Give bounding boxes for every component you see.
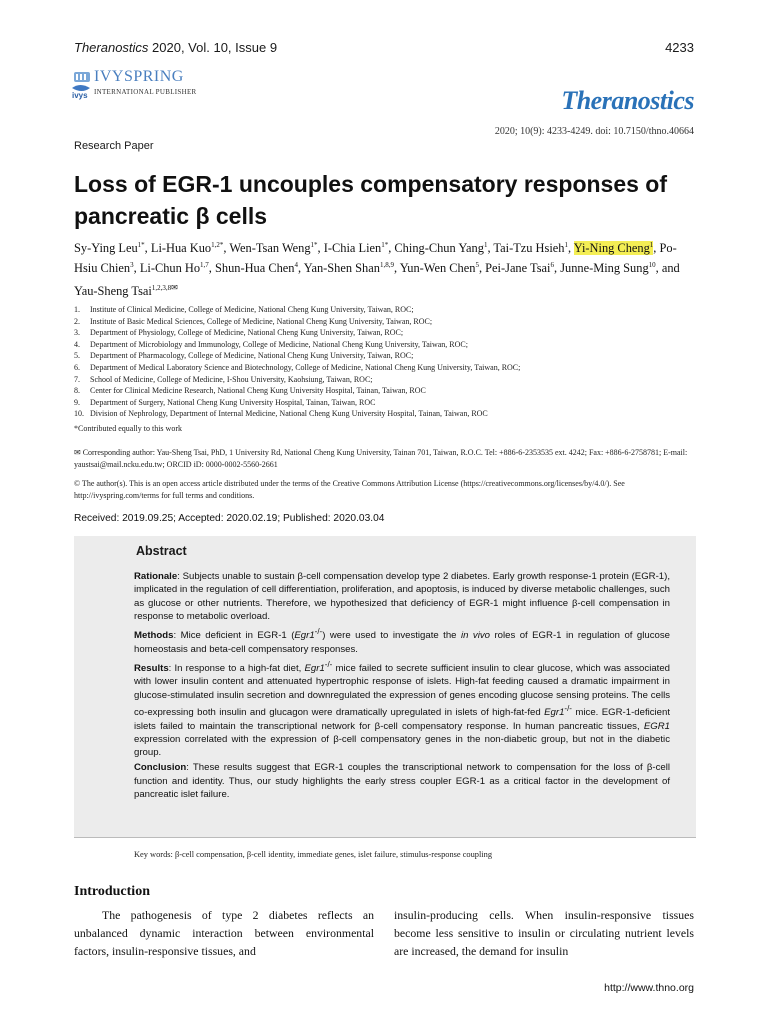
- results-text-b: mice failed to secrete sufficient insulin to clear glucose, which was associated with lower insulin content and attenuated hypertrophic response of islets. High-fat feeding caused a dramatic impairment in glucose-stimulated insulin secretion and downregulated the expression of genes encoding glucose sensing proteins. The cells co-expressing both insulin and glucagon were dramatically upregulated in islets of high-fat-fed: [134, 663, 670, 719]
- affiliation-item: [74, 339, 696, 351]
- author-name: Li-Chun Ho: [139, 261, 201, 275]
- affiliation-text: School of Medicine, College of Medicine, I-Shou University, Kaohsiung, Taiwan, ROC;: [90, 374, 373, 384]
- abstract-rationale: [134, 570, 670, 623]
- methods-text-a: : Mice deficient in EGR-1 (: [173, 630, 295, 642]
- author: [560, 261, 655, 275]
- abstract-heading: Abstract: [136, 544, 187, 558]
- journal-brand[interactable]: Theranostics: [561, 86, 694, 115]
- affiliation-text: Center for Clinical Medicine Research, National Cheng Kung University Hospital, Tainan, Taiwan, ROC: [90, 386, 426, 396]
- affiliation-item: [74, 316, 696, 328]
- author-separator: ,: [223, 241, 230, 255]
- results-gene-3: EGR1: [643, 720, 670, 732]
- author-name: Yan-Shen Shan: [303, 261, 380, 275]
- running-header: [74, 40, 277, 55]
- publisher-subtitle: INTERNATIONAL PUBLISHER: [94, 88, 197, 96]
- methods-gene-sup: -/-: [314, 627, 323, 637]
- author: [140, 261, 209, 275]
- methods-text-b: ) were used to investigate the: [322, 630, 461, 642]
- results-text-a: : In response to a high-fat diet,: [168, 663, 305, 675]
- abstract-body: [134, 570, 670, 803]
- author-affiliation-sup: 5: [475, 260, 479, 269]
- corresponding-author: [74, 447, 696, 470]
- author: [400, 261, 479, 275]
- author-affiliation-sup: 4: [294, 260, 298, 269]
- methods-gene: Egr1: [294, 630, 315, 642]
- methods-text-c: roles of EGR-1 in regulation of glucose homeostasis and beta-cell compensatory responses.: [134, 630, 670, 655]
- author-name: Wen-Tsan Weng: [229, 241, 311, 255]
- paper-type: Research Paper: [74, 140, 154, 152]
- affiliation-item: [74, 327, 696, 339]
- author-affiliation-sup: 1: [483, 240, 488, 249]
- author-list: [74, 238, 696, 301]
- introduction-right-column: insulin-producing cells. When insulin-responsive tissues become less sensitive to insulin or circulating nutrient levels are increased, the demand for insulin: [394, 908, 694, 958]
- author: [74, 241, 145, 255]
- author-name: Yau-Sheng Tsai: [74, 284, 152, 299]
- author: [324, 241, 388, 255]
- affiliation-item: [74, 350, 696, 362]
- author-name: Ching-Chun Yang: [394, 241, 484, 255]
- author-affiliation-sup: 1,8,9: [379, 260, 394, 269]
- author: [304, 261, 394, 275]
- rationale-label: Rationale: [134, 571, 178, 582]
- page-number: 4233: [665, 40, 694, 55]
- article-title: Loss of EGR-1 uncouples compensatory responses of pancreatic β cells: [74, 171, 668, 229]
- journal-name: Theranostics: [74, 40, 149, 55]
- affiliation-text: Institute of Clinical Medicine, College of Medicine, National Cheng Kung University, Taiwan, ROC;: [90, 305, 414, 314]
- publication-dates: Received: 2019.09.25; Accepted: 2020.02.19; Published: 2020.03.04: [74, 513, 385, 524]
- author-name: Yi-Ning Cheng: [573, 241, 650, 255]
- affiliation-number: 1.: [74, 305, 80, 314]
- affiliation-list: [74, 304, 696, 420]
- author-separator: ,: [393, 261, 400, 275]
- author-name: Li-Hua Kuo: [150, 241, 212, 255]
- affiliation-number: 2.: [74, 316, 80, 326]
- author-separator: ,: [653, 241, 660, 255]
- author-separator: , and: [655, 261, 680, 275]
- introduction-heading: Introduction: [74, 884, 150, 899]
- rationale-text: : Subjects unable to sustain β-cell compensation develop type 2 diabetes. Early growth response-1 protein (EGR-1), implicated in the regulation of cell differentiation, proliferation, and apoptosis, is induced by diverse metabolic challenges, such as glucose or other nutrients. Therefore, we hypothesized that deficiency of EGR-1 might influence β-cell compensation in response to metabolic overload.: [134, 571, 670, 622]
- affiliation-number: 6.: [74, 362, 80, 372]
- affiliation-item: [74, 362, 696, 374]
- author-separator: ,: [478, 261, 486, 275]
- results-gene-2-sup: -/-: [564, 704, 572, 714]
- author-separator: ,: [487, 241, 494, 255]
- publisher-logo[interactable]: [70, 66, 220, 102]
- abstract-box: [74, 536, 696, 838]
- author-affiliation-sup: 1: [564, 240, 568, 249]
- results-text-d: expression correlated with the expression of β-cell compensatory genes in the non-diabetic group, but not in the diabetic group.: [134, 733, 670, 759]
- author-name: Sy-Ying Leu: [74, 241, 138, 255]
- author-name: Yun-Wen Chen: [399, 261, 476, 275]
- abstract-methods: [134, 625, 670, 656]
- author-affiliation-sup: 1,2,3,8: [151, 284, 172, 292]
- author-affiliation-sup: 10: [648, 260, 656, 269]
- affiliation-number: 5.: [74, 351, 80, 361]
- publisher-name: IVYSPRING: [94, 68, 184, 85]
- author: [394, 241, 487, 255]
- author-separator: ,: [133, 261, 140, 275]
- affiliation-item: [74, 397, 696, 409]
- author-separator: ,: [144, 241, 151, 255]
- author-name: Shun-Hua Chen: [215, 261, 295, 275]
- author-name: Tai-Tzu Hsieh: [493, 241, 565, 255]
- affiliation-number: 8.: [74, 386, 80, 396]
- keywords: Key words: β-cell compensation, β-cell identity, immediate genes, islet failure, stimulus-response coupling: [134, 850, 493, 859]
- affiliation-text: Department of Microbiology and Immunology, College of Medicine, National Cheng Kung University, Taiwan, ROC;: [90, 339, 468, 349]
- author-affiliation-sup: 1*: [310, 240, 318, 249]
- results-text-c: mice. EGR-1-deficient islets failed to maintain the transcriptional network for β-cell compensatory response. In human pancreatic tissues,: [134, 707, 671, 732]
- affiliation-number: 7.: [74, 374, 80, 384]
- author-separator: ,: [553, 261, 561, 275]
- affiliation-number: 9.: [74, 397, 80, 407]
- author-separator: ,: [208, 261, 215, 275]
- author-separator: ,: [317, 241, 324, 255]
- affiliation-text: Institute of Basic Medical Sciences, College of Medicine, National Cheng Kung University, Taiwan, ROC;: [90, 316, 433, 326]
- author-separator: ,: [567, 241, 574, 255]
- author-affiliation-sup: 1,7: [200, 260, 209, 269]
- author-affiliation-sup: 3: [130, 260, 134, 269]
- conclusion-label: Conclusion: [134, 762, 187, 774]
- footer-url[interactable]: http://www.thno.org: [604, 982, 694, 994]
- affiliation-number: 10.: [74, 409, 84, 419]
- author-name: I-Chia Lien: [323, 241, 382, 255]
- author-name: Po-Hsiu Chien: [74, 241, 677, 275]
- envelope-icon: ✉: [171, 283, 178, 292]
- author-affiliation-sup: 1: [649, 240, 654, 249]
- introduction-left-column: The pathogenesis of type 2 diabetes reflects an unbalanced dynamic interaction between environmental factors, insulin-responsive tissues, and: [74, 908, 374, 958]
- affiliation-item: [74, 385, 696, 397]
- affiliation-text: Department of Surgery, National Cheng Kung University Hospital, Tainan, Taiwan, ROC: [90, 397, 376, 407]
- author-affiliation-sup: 1*: [381, 240, 389, 249]
- author-name: Pei-Jane Tsai: [485, 261, 551, 275]
- doi-citation[interactable]: 2020; 10(9): 4233-4249. doi: 10.7150/thno.40664: [494, 126, 694, 137]
- affiliation-item: [74, 374, 696, 386]
- affiliation-number: 4.: [74, 339, 80, 349]
- affiliation-text: Department of Pharmacology, College of Medicine, National Cheng Kung University, Taiwan, ROC;: [90, 351, 414, 361]
- equal-contribution-note: *Contributed equally to this work: [74, 424, 182, 433]
- author: [151, 241, 223, 255]
- affiliation-text: Department of Physiology, College of Medicine, National Cheng Kung University, Taiwan, ROC;: [90, 328, 404, 338]
- affiliation-item: [74, 304, 696, 316]
- abstract-conclusion: [134, 761, 670, 801]
- results-label: Results: [134, 663, 169, 675]
- affiliation-text: Division of Nephrology, Department of Internal Medicine, National Cheng Kung University Hospital, Tainan, Taiwan, ROC: [90, 409, 488, 419]
- author: [574, 241, 654, 255]
- affiliation-item: [74, 408, 696, 420]
- author: [215, 261, 298, 275]
- author: [493, 241, 568, 255]
- license-text: © The author(s). This is an open access article distributed under the terms of the Creative Commons Attribution License (https://creativecommons.org/licenses/by/4.0/). See http://ivyspring.com/terms for full terms and conditions.: [74, 479, 625, 500]
- svg-text:ivys: ivys: [72, 91, 88, 100]
- results-gene-sup: -/-: [324, 659, 333, 669]
- author-separator: ,: [388, 241, 395, 255]
- author-separator: ,: [298, 261, 304, 275]
- methods-label: Methods: [134, 630, 174, 642]
- envelope-icon: ✉: [74, 448, 81, 457]
- journal-issue: 2020, Vol. 10, Issue 9: [148, 40, 278, 55]
- abstract-results: [134, 658, 670, 759]
- affiliation-text: Department of Medical Laboratory Science and Biotechnology, College of Medicine, National Cheng Kung University, Taiwan, ROC;: [90, 362, 521, 372]
- author-affiliation-sup: 1,2*: [211, 240, 224, 249]
- author: [74, 284, 171, 298]
- author: [229, 241, 317, 255]
- author-name: Junne-Ming Sung: [560, 261, 649, 275]
- results-gene: Egr1: [304, 663, 325, 675]
- corresponding-text: Corresponding author: Yau-Sheng Tsai, PhD, 1 University Rd, National Cheng Kung University, Tainan 701, Taiwan, R.O.C. Tel: +886-6-2353535 ext. 4242; Fax: +886-6-2758781; E-mail: yaustsai@mail.ncku.edu.tw; ORCID iD: 0000-0002-5560-2661: [74, 448, 688, 469]
- methods-invivo: in vivo: [460, 630, 490, 642]
- author-affiliation-sup: 6: [550, 260, 554, 269]
- conclusion-text: : These results suggest that EGR-1 couples the transcriptional network to compensation for the loss of β-cell function and identity. Thus, our study highlights the early stress coupler EGR-1 as a critical factor in the development of pancreatic islet failure.: [134, 762, 670, 801]
- author: [485, 261, 554, 275]
- results-gene-2: Egr1: [544, 707, 565, 719]
- author-affiliation-sup: 1*: [137, 240, 145, 249]
- affiliation-number: 3.: [74, 328, 80, 338]
